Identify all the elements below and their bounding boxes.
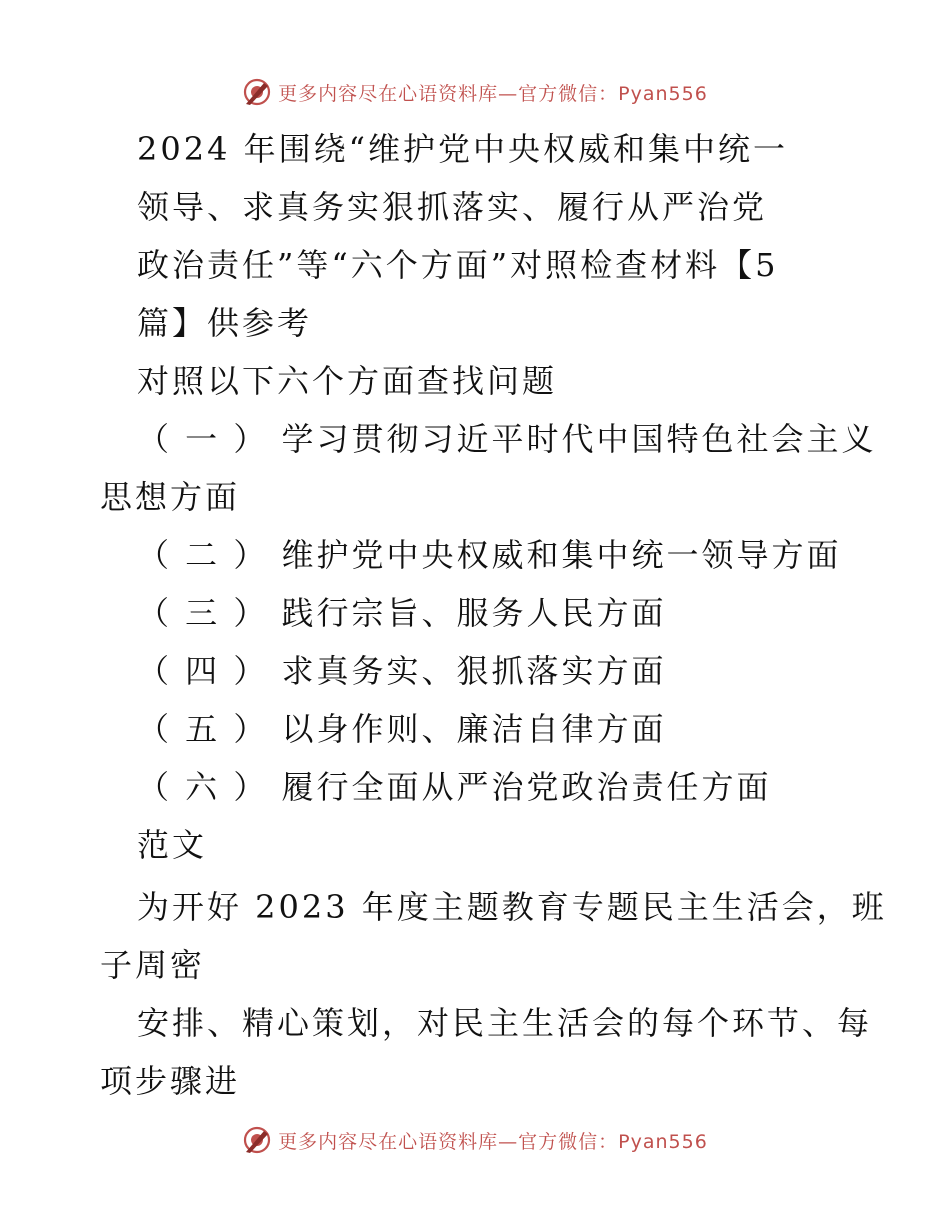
list-item-4: （ 四 ） 求真务实、狠抓落实方面: [137, 652, 667, 690]
list-item-5: （ 五 ） 以身作则、廉洁自律方面: [137, 710, 667, 748]
title-line-4: 篇】供参考: [137, 304, 313, 342]
body-paragraph-2: 安排、精心策划，对民主生活会的每个环节、每: [137, 1004, 873, 1042]
banner-content: [242, 1125, 708, 1155]
banner-text: [278, 79, 708, 106]
banner-text: [278, 1127, 708, 1154]
wechat-id: Pyan556: [618, 82, 708, 105]
banner-label: 更多内容尽在心语资料库—官方微信：: [278, 82, 619, 105]
quill-seal-icon: [242, 77, 272, 107]
sample-heading: 范文: [137, 826, 208, 864]
title-line-1: 2024 年围绕“维护党中央权威和集中统一: [137, 130, 788, 168]
wechat-id: Pyan556: [618, 1130, 708, 1153]
title-line-2: 领导、求真务实狠抓落实、履行从严治党: [137, 188, 768, 226]
list-item-1: （ 一 ） 学习贯彻习近平时代中国特色社会主义: [137, 420, 877, 458]
list-item-2: （ 二 ） 维护党中央权威和集中统一领导方面: [137, 536, 842, 574]
banner-content: [242, 77, 708, 107]
list-item-3: （ 三 ） 践行宗旨、服务人民方面: [137, 594, 667, 632]
list-item-1-continued: 思想方面: [100, 478, 241, 516]
header-banner: [0, 72, 950, 112]
banner-label: 更多内容尽在心语资料库—官方微信：: [278, 1130, 619, 1153]
body-paragraph-1-continued: 子周密: [100, 946, 206, 984]
section-intro: 对照以下六个方面查找问题: [137, 362, 558, 400]
body-paragraph-2-continued: 项步骤进: [100, 1062, 241, 1100]
body-paragraph-1: 为开好 2023 年度主题教育专题民主生活会，班: [137, 888, 887, 926]
quill-seal-icon: [242, 1125, 272, 1155]
list-item-6: （ 六 ） 履行全面从严治党政治责任方面: [137, 768, 772, 806]
title-line-3: 政治责任”等“六个方面”对照检查材料【5: [137, 246, 779, 284]
footer-banner: [0, 1120, 950, 1160]
